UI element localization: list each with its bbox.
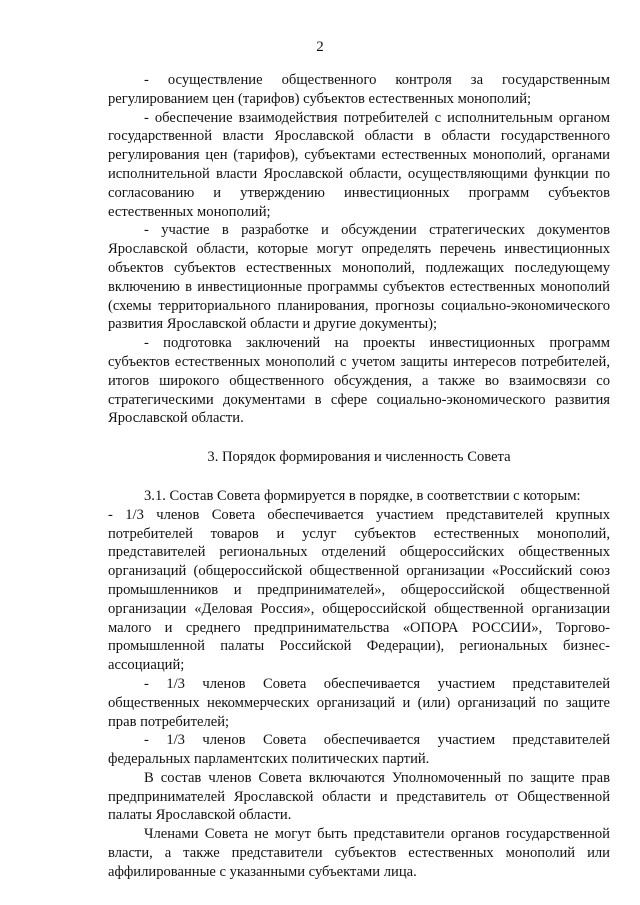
list-item-parties-third: - 1/3 членов Совета обеспечивается участием представителей федеральных парламентских политических партий. <box>108 732 610 768</box>
list-item-public-control: - осуществление общественного контроля за государственным регулированием цен (тарифов) субъектов естественных монополий; <box>108 72 610 107</box>
paragraph-included-members: В состав членов Совета включаются Уполномоченный по защите прав предпринимателей Ярославской области и представитель от Общественной палаты Ярославской области. <box>108 769 610 824</box>
list-item-interaction: - обеспечение взаимодействия потребителей с исполнительным органом государственной власти Ярославской области в области государственного регулирования цен (тарифов), субъектами естественных монополий, органами исполнительной власти Ярославской области, осуществляющими функции по согласованию и утверждению инвестиционных программ субъектов естественных монополий; <box>108 109 610 220</box>
list-item-nonprofit-third: - 1/3 членов Совета обеспечивается участием представителей общественных некоммерческих организаций и (или) организаций по защите прав потребителей; <box>108 675 610 730</box>
paragraph-excluded-members: Членами Совета не могут быть представители органов государственной власти, а также представители субъектов естественных монополий или аффилированные с указанными субъектами лица. <box>108 826 610 880</box>
list-item-business-third: - 1/3 членов Совета обеспечивается участием представителей крупных потребителей товаров и услуг субъектов естественных монополий, представителей региональных отделений общероссийских общественных организаций (общероссийской общественной организации «Российский союз промышленников и предпринимателей», общероссийской общественной организации «Деловая Россия», общероссийской общественной организации малого и среднего предпринимательства «ОПОРА РОССИИ», Торгово-промышленной палаты Российской Федерации), региональных бизнес-ассоциаций; <box>108 506 610 674</box>
section-heading: 3. Порядок формирования и численность Совета <box>207 449 511 466</box>
document-body <box>108 71 610 882</box>
list-item-conclusions: - подготовка заключений на проекты инвестиционных программ субъектов естественных монополий с учетом защиты интересов потребителей, итогов широкого общественного обсуждения, а также во взаимосвязи со стратегическими документами в сфере социально-экономического развития Ярославской области. <box>108 335 610 427</box>
clause-3-1: 3.1. Состав Совета формируется в порядке, в соответствии с которым: <box>144 487 581 504</box>
page-number: 2 <box>316 39 324 55</box>
list-item-strategic-documents: - участие в разработке и обсуждении стратегических документов Ярославской области, которые могут определять перечень инвестиционных объектов субъектов естественных монополий, подлежащих последующему включению в инвестиционные программы субъектов естественных монополий (схемы территориального планирования, прогнозы социально-экономического развития Ярославской области и другие документы); <box>108 222 610 333</box>
